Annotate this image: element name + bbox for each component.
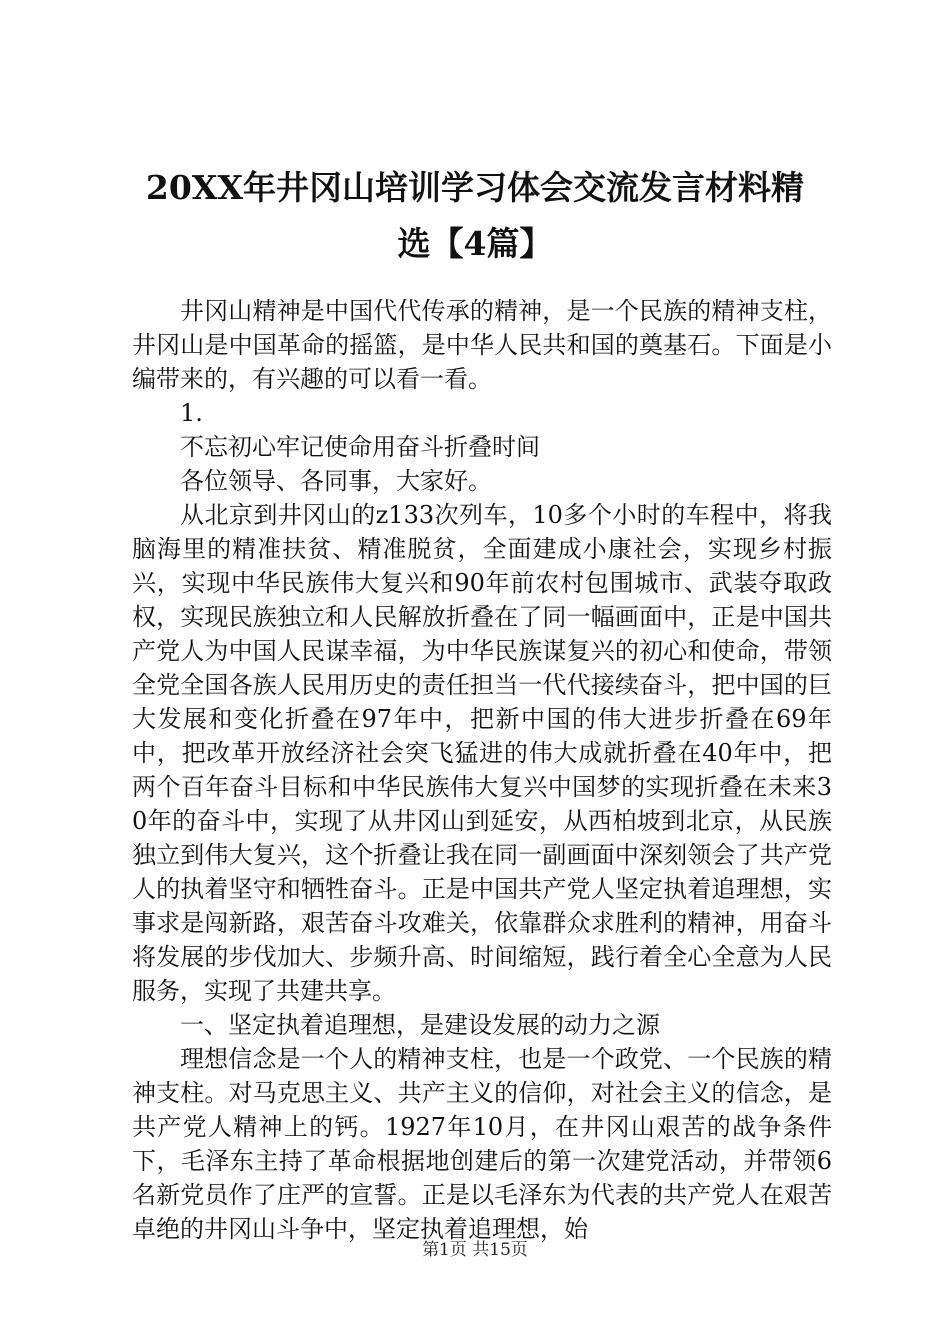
- page-footer: 第1页 共15页: [422, 1240, 528, 1260]
- title-line-2: 选【4篇】: [397, 224, 553, 263]
- paragraph-speech-title: 不忘初心牢记使命用奋斗折叠时间: [180, 433, 540, 461]
- paragraph-greeting: 各位领导、各同事，大家好。: [180, 467, 492, 495]
- paragraph-ideals: 理想信念是一个人的精神支柱，也是一个政党、一个民族的精神支柱。对马克思主义、共产主义的信仰，对社会主义的信念，是共产党人精神上的钙。1927年10月，在井冈山艰苦的战争条件下，毛泽东主持了革命根据地创建后的第一次建党活动，并带领6名新党员作了庄严的宣誓。正是以毛泽东为代表的共产党人在艰苦卓绝的井冈山斗争中，坚定执着追理想，始: [132, 1045, 832, 1243]
- paragraph-section-number: 1.: [180, 399, 203, 427]
- paragraph-intro: 井冈山精神是中国代代传承的精神，是一个民族的精神支柱，井冈山是中国革命的摇篮，是中华人民共和国的奠基石。下面是小编带来的，有兴趣的可以看一看。: [132, 297, 832, 393]
- title-line-1: 20XX年井冈山培训学习体会交流发言材料精: [145, 168, 805, 207]
- paragraph-heading-1: 一、坚定执着追理想，是建设发展的动力之源: [180, 1011, 660, 1039]
- document-body: [132, 294, 832, 1246]
- paragraph-main: 从北京到井冈山的z133次列车，10多个小时的车程中，将我脑海里的精准扶贫、精准脱贫，全面建成小康社会，实现乡村振兴，实现中华民族伟大复兴和90年前农村包围城市、武装夺取政权，实现民族独立和人民解放折叠在了同一幅画面中，正是中国共产党人为中国人民谋幸福，为中华民族谋复兴的初心和使命，带领全党全国各族人民用历史的责任担当一代代接续奋斗，把中国的巨大发展和变化折叠在97年中，把新中国的伟大进步折叠在69年中，把改革开放经济社会突飞猛进的伟大成就折叠在40年中，把两个百年奋斗目标和中华民族伟大复兴中国梦的实现折叠在未来30年的奋斗中，实现了从井冈山到延安，从西柏坡到北京，从民族独立到伟大复兴，这个折叠让我在同一副画面中深刻领会了共产党人的执着坚守和牺牲奋斗。正是中国共产党人坚定执着追理想，实事求是闯新路，艰苦奋斗攻难关，依靠群众求胜利的精神，用奋斗将发展的步伐加大、步频升高、时间缩短，践行着全心全意为人民服务，实现了共建共享。: [132, 501, 832, 1005]
- document-title: [100, 160, 850, 272]
